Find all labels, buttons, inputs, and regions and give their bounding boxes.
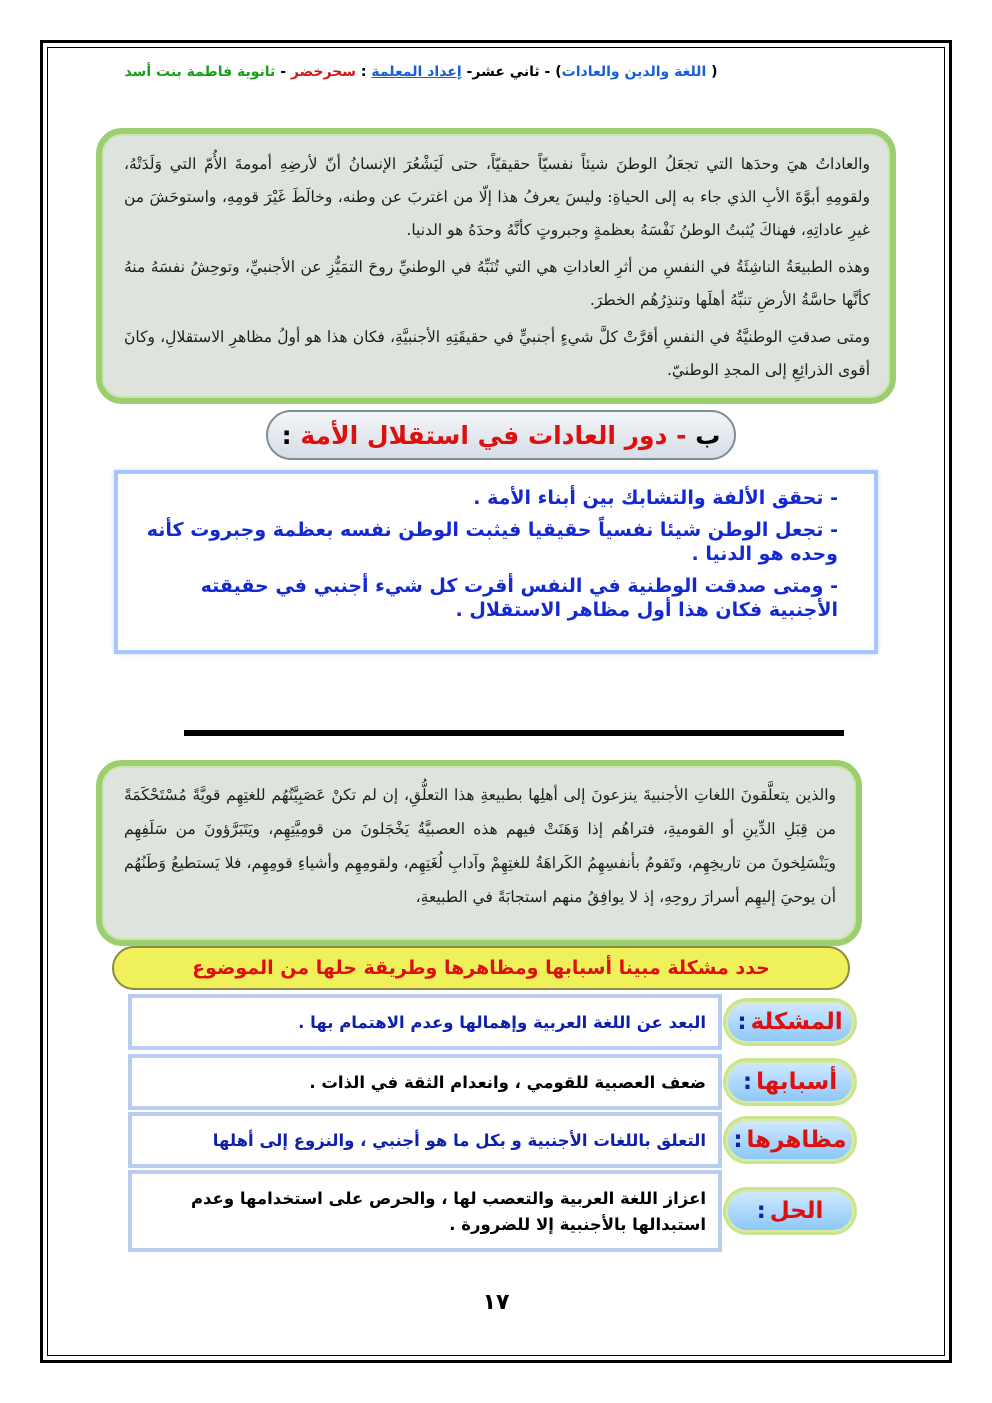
- section-divider: [184, 730, 844, 736]
- passage-1-paragraph-2: وهذه الطبيعَةُ الناشِئَةُ في النفسِ من أثرِ العاداتِ هي التي تُنَبِّهُ في الوطنيِّ روحَ التمَيُّزِ عن الأجنبيِّ، وتوحِشُ نفسَهُ منهُ كأنَّها حاسَّةُ الأرضِ تنبِّهُ أهلَها وتنذِرُهُم الخطرَ.: [124, 258, 870, 309]
- passage-1-paragraph-1: والعاداتُ هيَ وحدَها التي تجعَلُ الوطنَ شيئاً نفسيّاً حقيقيّاً، حتى لَيَشْعُرَ الإنسانُ أنّ لأرضِهِ أمومةَ الأُمّ التي وَلَدَتْهُ، ولقومِهِ أبوَّةَ الأبِ الذي جاء به إلى الحياةِ: وليسَ يعرفُ هذا إلّا من اغتربَ عن وطنه، وخالَطَ غَيْرَ قومِهِ، واستوحَشَ من غيرِ عاداتِهِ، فهناكَ يُثبتُ الوطنُ نَفْسَهُ بعظمةٍ وجبروتٍ كأنَّهُ وحدَهُ هو الدنيا.: [124, 155, 870, 239]
- answer-causes: ضعف العصبية للقومي ، وانعدام الثقة في الذات .: [128, 1054, 722, 1110]
- header-school: ثانوية فاطمة بنت أسد: [124, 64, 276, 80]
- passage-1-box: [96, 128, 896, 404]
- question-text: حدد مشكلة مبينا أسبابها ومظاهرها وطريقة حلها من الموضوع: [192, 957, 770, 979]
- page-header: ( اللغة والدين والعادات) - ثاني عشر- إعداد المعلمة : سحرخضر - ثانوية فاطمة بنت أسد: [124, 64, 718, 80]
- label-solution: الحل :: [726, 1190, 854, 1232]
- section-b-answers: [114, 470, 878, 654]
- answer-row-manifestations: [128, 1112, 858, 1168]
- label-manifestations: مظاهرها :: [726, 1119, 854, 1161]
- header-prepared-by: إعداد المعلمة: [371, 64, 462, 80]
- answer-row-causes: [128, 1054, 858, 1110]
- passage-2-text: والذين يتعلَّقونَ اللغاتِ الأجنبيةَ ينزعونَ إلى أهلِها بطبيعةِ هذا التعلُّقِ، إن لم تكنْ عَصَبِيَّتُهُم للغتِهِم قويَّةً مُسْتَحْكَمَةً من قِبَلِ الدِّينِ أو القوميةِ، فتراهُم إذا وَهَنَتْ فيهم هذه العصبيَّةُ يَخْجَلونَ من قومِيَّتِهِم، ويَتَبَرَّؤونَ من سَلَفِهِم ويَنْسَلِخونَ من تاريخِهِم، وتَقومُ بأنفسِهِمُ الكَراهَةُ للغتِهِمْ وآدابِ لُغَتِهِم، ولقومِهِم وأشياءِ قومِهِم، فلا يَستطيعُ وَطَنُهُم أن يوحيَ إليهِم أسرارَ روحِهِ، إذ لا يوافِقُ منهم استجابَةً في الطبيعةِ،: [124, 786, 836, 906]
- answer-row-problem: [128, 994, 858, 1050]
- section-b-item: - ومتى صدقت الوطنية في النفس أقرت كل شيء أجنبي في حقيقته الأجنبية فكان هذا أول مظاهر الاستقلال .: [200, 575, 838, 621]
- header-grade: ثاني عشر: [472, 64, 540, 80]
- section-b-title: دور العادات في استقلال الأمة: [300, 420, 668, 450]
- answer-problem: البعد عن اللغة العربية وإهمالها وعدم الاهتمام بها .: [128, 994, 722, 1050]
- label-causes: أسبابها :: [726, 1061, 854, 1103]
- header-teacher: سحرخضر: [290, 64, 357, 80]
- passage-2-box: [96, 760, 862, 946]
- section-b-item: - تجعل الوطن شيئا نفسياً حقيقيا فيثبت الوطن نفسه بعظمة وجبروت كأنه وحده هو الدنيا .: [146, 519, 838, 565]
- section-b-item: - تحقق الألفة والتشابك بين أبناء الأمة .: [473, 487, 838, 509]
- section-b-heading: ب - دور العادات في استقلال الأمة :: [266, 410, 736, 460]
- answer-manifestations: التعلق باللغات الأجنبية و بكل ما هو أجنبي ، والنزوع إلى أهلها: [128, 1112, 722, 1168]
- header-subject: اللغة والدين والعادات: [561, 64, 707, 80]
- question-heading: [112, 946, 850, 990]
- passage-1-text: [102, 134, 890, 397]
- passage-1-paragraph-3: ومتى صدقتِ الوطنيَّةُ في النفسِ أقرَّتْ كلَّ شيءٍ أجنبيٍّ في حقيقَتِهِ الأجنبيَّةِ، فكان هذا هو أولُ مظاهرِ الاستقلالِ، وكانَ أقوى الذرائِعِ إلى المجدِ الوطنيّ.: [124, 328, 870, 379]
- label-problem: المشكلة :: [726, 1001, 854, 1043]
- answer-solution: اعزاز اللغة العربية والتعصب لها ، والحرص على استخدامها وعدم استبدالها بالأجنبية إلا للضرورة .: [128, 1170, 722, 1252]
- section-b-letter: ب: [695, 420, 721, 450]
- answer-row-solution: [128, 1170, 858, 1252]
- page-number: ١٧: [482, 1290, 510, 1315]
